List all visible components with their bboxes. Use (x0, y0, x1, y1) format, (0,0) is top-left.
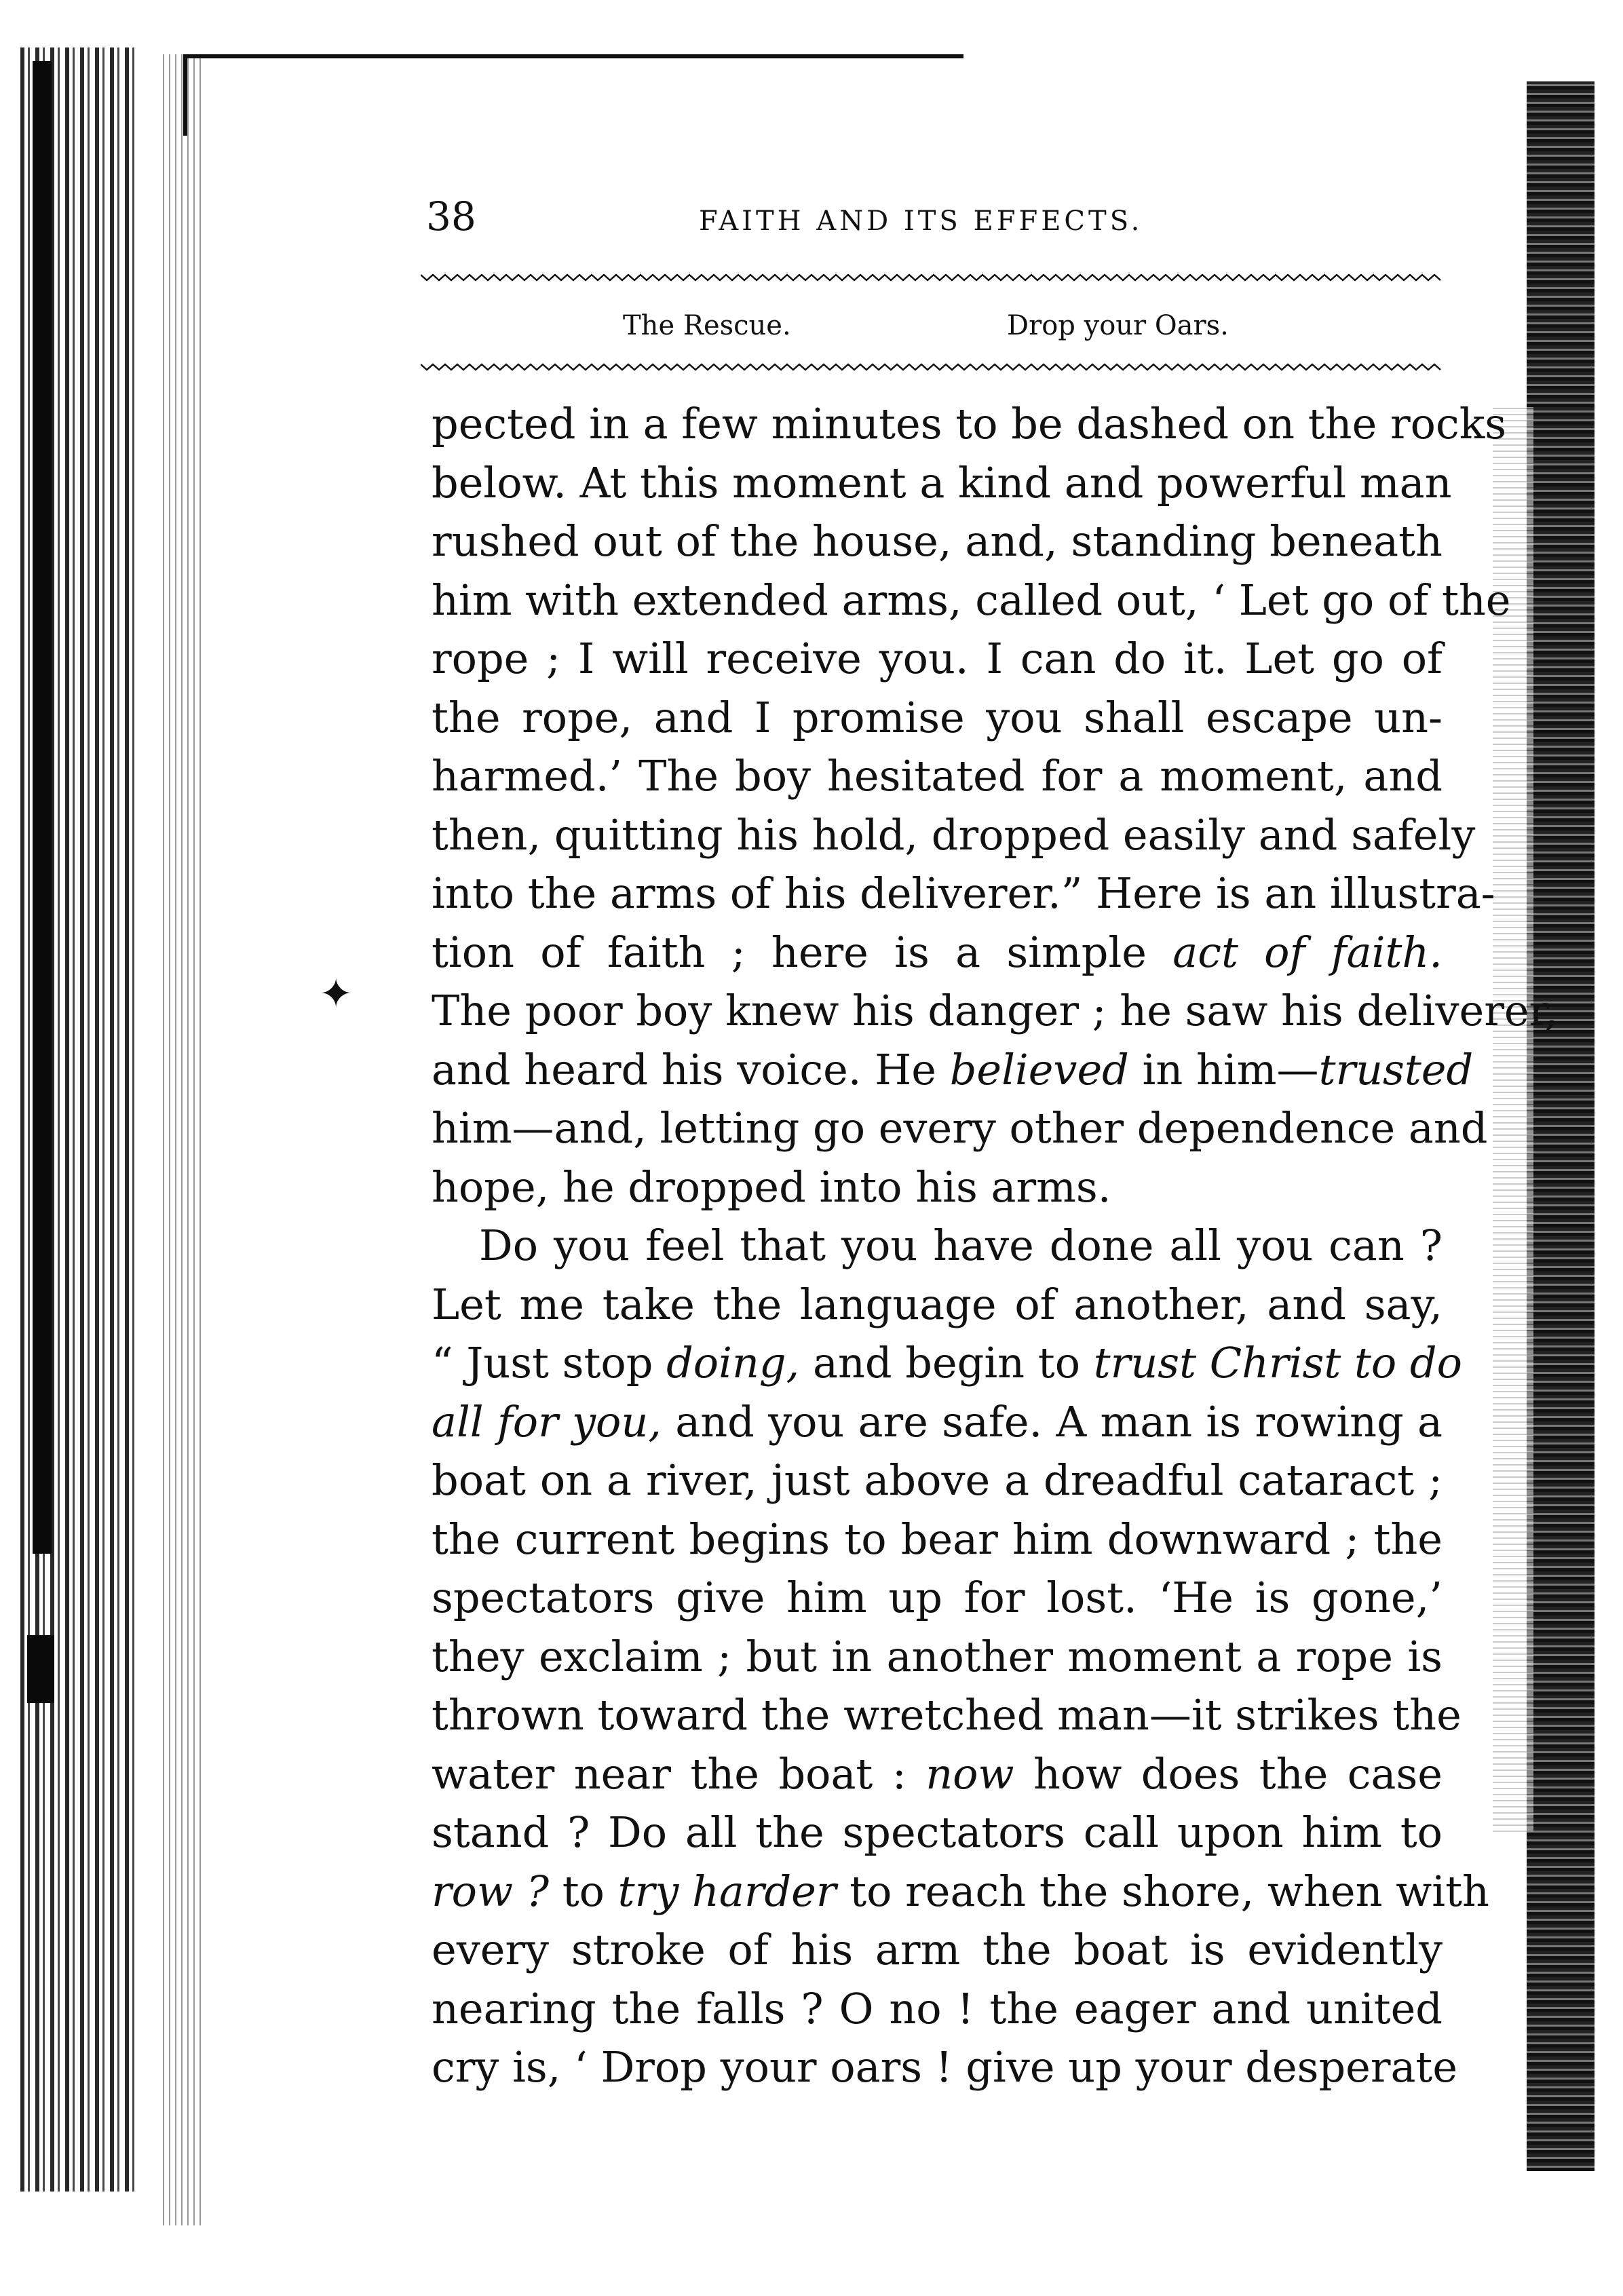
text-line (432, 1158, 1443, 1217)
text-segment: to (548, 1866, 618, 1916)
text-line (432, 1569, 1443, 1628)
italic-text: row ? (432, 1866, 549, 1916)
text-line (432, 923, 1443, 982)
text-line (432, 395, 1507, 454)
body-text (432, 395, 1559, 2097)
italic-text: trust Christ to do (1093, 1338, 1462, 1388)
text-line (432, 1393, 1443, 1452)
text-line (432, 1334, 1462, 1393)
text-segment: boat on a river, just above a dreadful cataract ; (432, 1455, 1443, 1505)
text-segment: water near the boat : (432, 1748, 926, 1799)
text-segment: cry is, ‘ Drop your oars ! give up your desperate (432, 2042, 1458, 2092)
italic-text: doing, (666, 1338, 800, 1388)
text-line (432, 982, 1559, 1041)
text-line (432, 1041, 1474, 1100)
text-segment: “ Just stop (432, 1338, 667, 1388)
text-line (432, 630, 1443, 689)
text-line (432, 747, 1443, 806)
section-heading-left: The Rescue. (623, 310, 791, 341)
text-segment: they exclaim ; but in another moment a rope is (432, 1631, 1443, 1681)
italic-text: all for you, (432, 1396, 662, 1447)
text-segment: the rope, and I promise you shall escape un- (432, 692, 1443, 742)
text-segment: Let me take the language of another, and say, (432, 1279, 1443, 1329)
text-line (432, 1510, 1443, 1569)
text-line (432, 512, 1443, 571)
text-line (432, 689, 1443, 748)
text-segment: rushed out of the house, and, standing beneath (432, 516, 1443, 566)
text-segment: harmed.’ The boy hesitated for a moment, and (432, 751, 1443, 801)
text-line (432, 1980, 1443, 2039)
page-edge-left (163, 54, 204, 2225)
text-segment: tion of faith ; here is a simple (432, 927, 1173, 977)
section-heading-right: Drop your Oars. (1007, 310, 1229, 341)
text-line (432, 571, 1511, 630)
text-line (432, 1686, 1462, 1745)
text-segment: him with extended arms, called out, ‘ Let go of the (432, 575, 1511, 625)
text-line (432, 1862, 1489, 1921)
text-line (432, 1276, 1443, 1335)
page-edge-right (1527, 81, 1595, 2171)
text-segment: pected in a few minutes to be dashed on the rocks (432, 399, 1507, 448)
text-segment: every stroke of his arm the boat is evidently (432, 1925, 1443, 1974)
text-segment: thrown toward the wretched man—it strikes the (432, 1690, 1462, 1740)
text-segment: nearing the falls ? O no ! the eager and united (432, 1983, 1443, 2033)
ink-blot-mark: ✦ (319, 970, 354, 1018)
text-segment: him—and, letting go every other dependence and (432, 1103, 1488, 1153)
text-line (432, 1099, 1488, 1158)
book-spine-shadow (33, 61, 52, 1554)
top-scan-corner (183, 54, 187, 136)
text-segment: and you are safe. A man is rowing a (662, 1396, 1443, 1447)
top-scan-rule (183, 54, 963, 58)
running-title: FAITH AND ITS EFFECTS. (699, 206, 1143, 237)
text-line (432, 2038, 1458, 2097)
text-segment: The poor boy knew his danger ; he saw his deliverer, (432, 986, 1559, 1035)
text-segment: how does the case (1014, 1748, 1443, 1799)
page-number: 38 (426, 193, 476, 240)
text-segment: stand ? Do all the spectators call upon him to (432, 1807, 1443, 1857)
text-line (432, 806, 1476, 865)
italic-text: try harder (617, 1866, 837, 1916)
text-segment: Do you feel that you have done all you can ? (479, 1221, 1443, 1270)
text-segment: below. At this moment a kind and powerful man (432, 457, 1452, 508)
text-line (432, 864, 1495, 923)
text-segment: spectators give him up for lost. ‘He is gone,’ (432, 1573, 1443, 1622)
text-line (432, 1921, 1443, 1980)
wavy-rule-bottom (421, 362, 1445, 372)
text-line (432, 1217, 1443, 1276)
text-segment: then, quitting his hold, dropped easily and safely (432, 809, 1476, 860)
wavy-rule-top (421, 273, 1445, 282)
text-segment: and heard his voice. He (432, 1044, 950, 1094)
text-segment: in him— (1128, 1044, 1319, 1094)
text-line (432, 1451, 1443, 1510)
italic-text: act of faith. (1172, 927, 1443, 977)
text-segment: into the arms of his deliverer.” Here is an illustra- (432, 868, 1495, 918)
text-line (432, 1628, 1443, 1687)
text-line (432, 1803, 1443, 1862)
text-segment: hope, he dropped into his arms. (432, 1162, 1111, 1212)
text-segment: and begin to (799, 1338, 1094, 1388)
italic-text: now (925, 1748, 1014, 1799)
text-line (432, 1745, 1443, 1804)
text-line (432, 454, 1452, 513)
text-segment: the current begins to bear him downward ; the (432, 1514, 1443, 1564)
text-segment: rope ; I will receive you. I can do it. Let go of (432, 634, 1443, 683)
book-spine-mark (27, 1635, 54, 1703)
italic-text: believed (949, 1044, 1129, 1094)
italic-text: trusted (1318, 1044, 1474, 1094)
text-segment: to reach the shore, when with (836, 1866, 1489, 1916)
